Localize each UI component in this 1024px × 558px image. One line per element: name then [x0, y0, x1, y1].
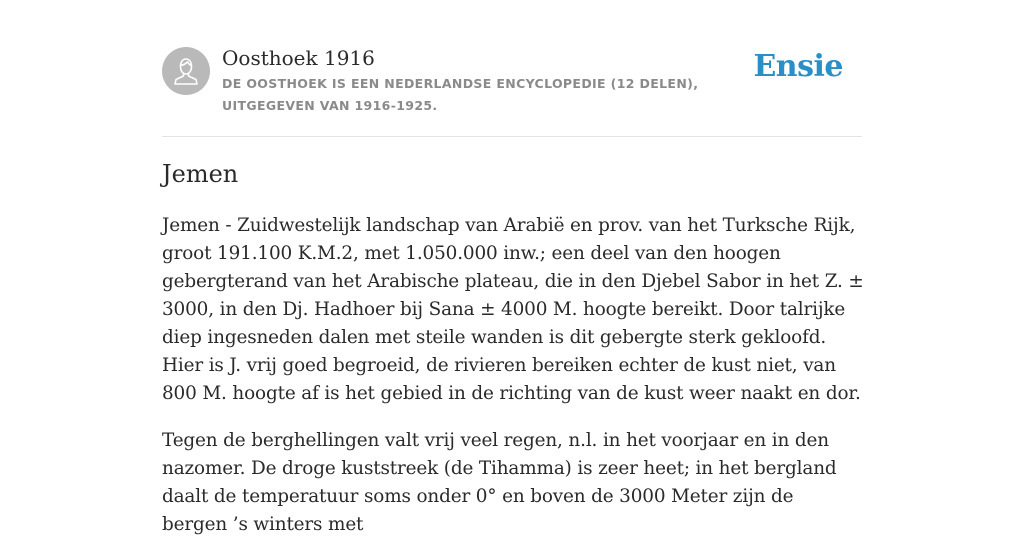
source-avatar[interactable] [162, 47, 210, 95]
article [162, 156, 864, 558]
article-title: Jemen [162, 160, 239, 188]
source-info [222, 44, 762, 117]
source-description: DE OOSTHOEK IS EEN NEDERLANDSE ENCYCLOPEDIE (12 DELEN), UITGEGEVEN VAN 1916-1925. [222, 76, 699, 113]
user-avatar-icon [162, 47, 210, 95]
source-title[interactable]: Oosthoek 1916 [222, 46, 375, 70]
brand-logo[interactable]: Ensie [753, 49, 843, 84]
article-paragraph: Tegen de berghellingen valt vrij veel regen, n.l. in het voorjaar en in den nazomer. De droge kuststreek (de Tihamma) is zeer heet; in het bergland daalt de temperatuur soms onder 0° en boven de 3000 Meter zijn de bergen ’s winters met [162, 430, 837, 535]
article-paragraph: Jemen - Zuidwestelijk landschap van Arabië en prov. van het Turksche Rijk, groot 191.100 K.M.2, met 1.050.000 inw.; een deel van den hoogen gebergterand van het Arabische plateau, die in den Djebel Sabor in het Z. ± 3000, in den Dj. Hadhoer bij Sana ± 4000 M. hoogte bereikt. Door talrijke diep ingesneden dalen met steile wanden is dit gebergte sterk gekloofd. Hier is J. vrij goed begroeid, de rivieren bereiken echter de kust niet, van 800 M. hoogte af is het gebied in de richting van de kust weer naakt en dor. [162, 215, 864, 404]
source-header [162, 44, 862, 137]
